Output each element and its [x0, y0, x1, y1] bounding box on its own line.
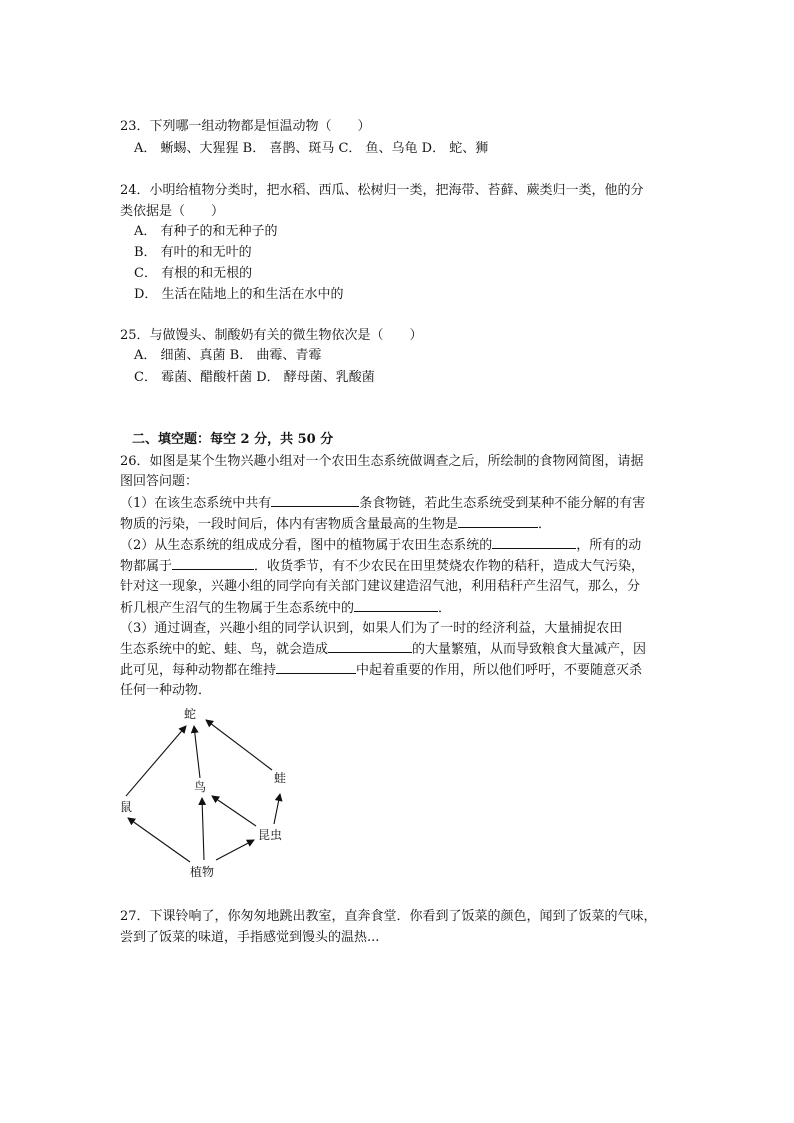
q26-part1-text-d: ．	[538, 517, 552, 532]
q26-part2-text-a: （2）从生态系统的组成成分看，图中的植物属于农田生态系统的	[120, 538, 493, 553]
q25-stem: 25．与做馒头、制酸奶有关的微生物依次是（ ）	[120, 328, 423, 343]
arrow-bird-to-snake	[194, 726, 200, 778]
q26-part3-line-1: （3）通过调查，兴趣小组的同学认识到，如果人们为了一时的经济利益，大量捕捉农田	[120, 621, 623, 636]
q26-stem-line-2: 图回答问题：	[120, 474, 199, 489]
q24-stem-line-2: 类依据是（ ）	[120, 204, 225, 219]
q26-part2-text-d: ．收货季节，有不少农民在田里焚烧农作物的秸秆，造成大气污染，	[254, 559, 645, 574]
q26-part3-line-4: 任何一种动物．	[120, 683, 212, 698]
q24-option-a: A． 有种子的和无种子的	[134, 224, 278, 239]
q26-stem-line-1: 26．如图是某个生物兴趣小组对一个农田生态系统做调查之后，所绘制的食物网简图，请据	[120, 454, 644, 469]
q26-part2-line-2	[120, 555, 644, 577]
q26-part2-text-b: ，所有的动	[576, 538, 642, 553]
q26-part3-line-3	[120, 659, 642, 681]
q26-part2-line-3: 针对这一现象，兴趣小组的同学向有关部门建议建造沼气池，利用秸秆产生沼气，那么，分	[120, 579, 641, 594]
q26-part3-line-2	[120, 638, 646, 660]
node-frog: 蛙	[274, 771, 287, 785]
answer-blank[interactable]	[172, 555, 254, 570]
q26-part3-text-b: 生态系统中的蛇、蛙、鸟，就会造成	[120, 642, 329, 657]
answer-blank[interactable]	[354, 597, 438, 612]
q23-options: A． 蜥蜴、大猩猩 B． 喜鹊、斑马 C． 鱼、乌龟 D． 蛇、狮	[134, 141, 489, 156]
node-bird: 鸟	[194, 780, 207, 794]
answer-blank[interactable]	[458, 513, 538, 528]
q26-part2-text-f: 析几根产生沼气的生物属于生态系统中的	[120, 601, 355, 616]
arrow-insect-to-bird	[212, 796, 256, 826]
q26-part3-text-c: 的大量繁殖，从而导致粮食大量减产，因	[412, 642, 647, 657]
q23-stem: 23．下列哪一组动物都是恒温动物（ ）	[120, 119, 371, 134]
q26-part1-line-1	[120, 492, 645, 514]
arrow-plant-to-mouse	[128, 818, 190, 862]
node-insect: 昆虫	[258, 828, 283, 842]
section-heading: 二、填空题：每空 2 分，共 50 分	[132, 432, 334, 447]
q26-part3-text-e: 中起着重要的作用，所以他们呼吁，不要随意灭杀	[356, 663, 643, 678]
q27-line-2: 尝到了饭菜的味道，手指感觉到馒头的温热...	[120, 930, 380, 945]
q26-part3-text-d: 此可见，每种动物都在维持	[120, 663, 277, 678]
q25-options-line-1: A． 细菌、真菌 B． 曲霉、青霉	[134, 348, 322, 363]
arrow-mouse-to-snake	[126, 726, 186, 796]
node-mouse: 鼠	[120, 800, 133, 814]
food-web-diagram	[108, 700, 308, 885]
arrow-plant-to-bird	[202, 798, 204, 860]
q26-part2-line-1	[120, 534, 641, 556]
q26-part1-text-a: （1）在该生态系统中共有	[120, 496, 272, 511]
q26-part1-text-b: 条食物链，若此生态系统受到某种不能分解的有害	[359, 496, 646, 511]
q25-options-line-2: C． 霉菌、醋酸杆菌 D． 酵母菌、乳酸菌	[134, 370, 375, 385]
q24-stem-line-1: 24．小明给植物分类时，把水稻、西瓜、松树归一类，把海带、苔藓、蕨类归一类，他的分	[120, 183, 644, 198]
arrow-insect-to-frog	[274, 794, 280, 824]
q24-option-d: D． 生活在陆地上的和生活在水中的	[134, 287, 344, 302]
q26-part2-text-g: ．	[438, 601, 452, 616]
answer-blank[interactable]	[492, 534, 576, 549]
q26-part2-text-c: 物都属于	[120, 559, 173, 574]
node-snake: 蛇	[184, 707, 197, 721]
arrow-plant-to-insect	[216, 840, 254, 860]
q27-line-1: 27．下课铃响了，你匆匆地跳出教室，直奔食堂．你看到了饭菜的颜色，闻到了饭菜的气味，	[120, 909, 657, 924]
q24-option-b: B． 有叶的和无叶的	[134, 245, 252, 260]
answer-blank[interactable]	[271, 492, 359, 507]
q26-part1-line-2	[120, 513, 551, 535]
answer-blank[interactable]	[276, 659, 356, 674]
answer-blank[interactable]	[328, 638, 412, 653]
node-plant: 植物	[190, 865, 215, 879]
q26-part2-line-4	[120, 597, 451, 619]
q24-option-c: C． 有根的和无根的	[134, 266, 253, 281]
arrow-frog-to-snake	[206, 720, 272, 770]
q26-part1-text-c: 物质的污染，一段时间后，体内有害物质含量最高的生物是	[120, 517, 459, 532]
